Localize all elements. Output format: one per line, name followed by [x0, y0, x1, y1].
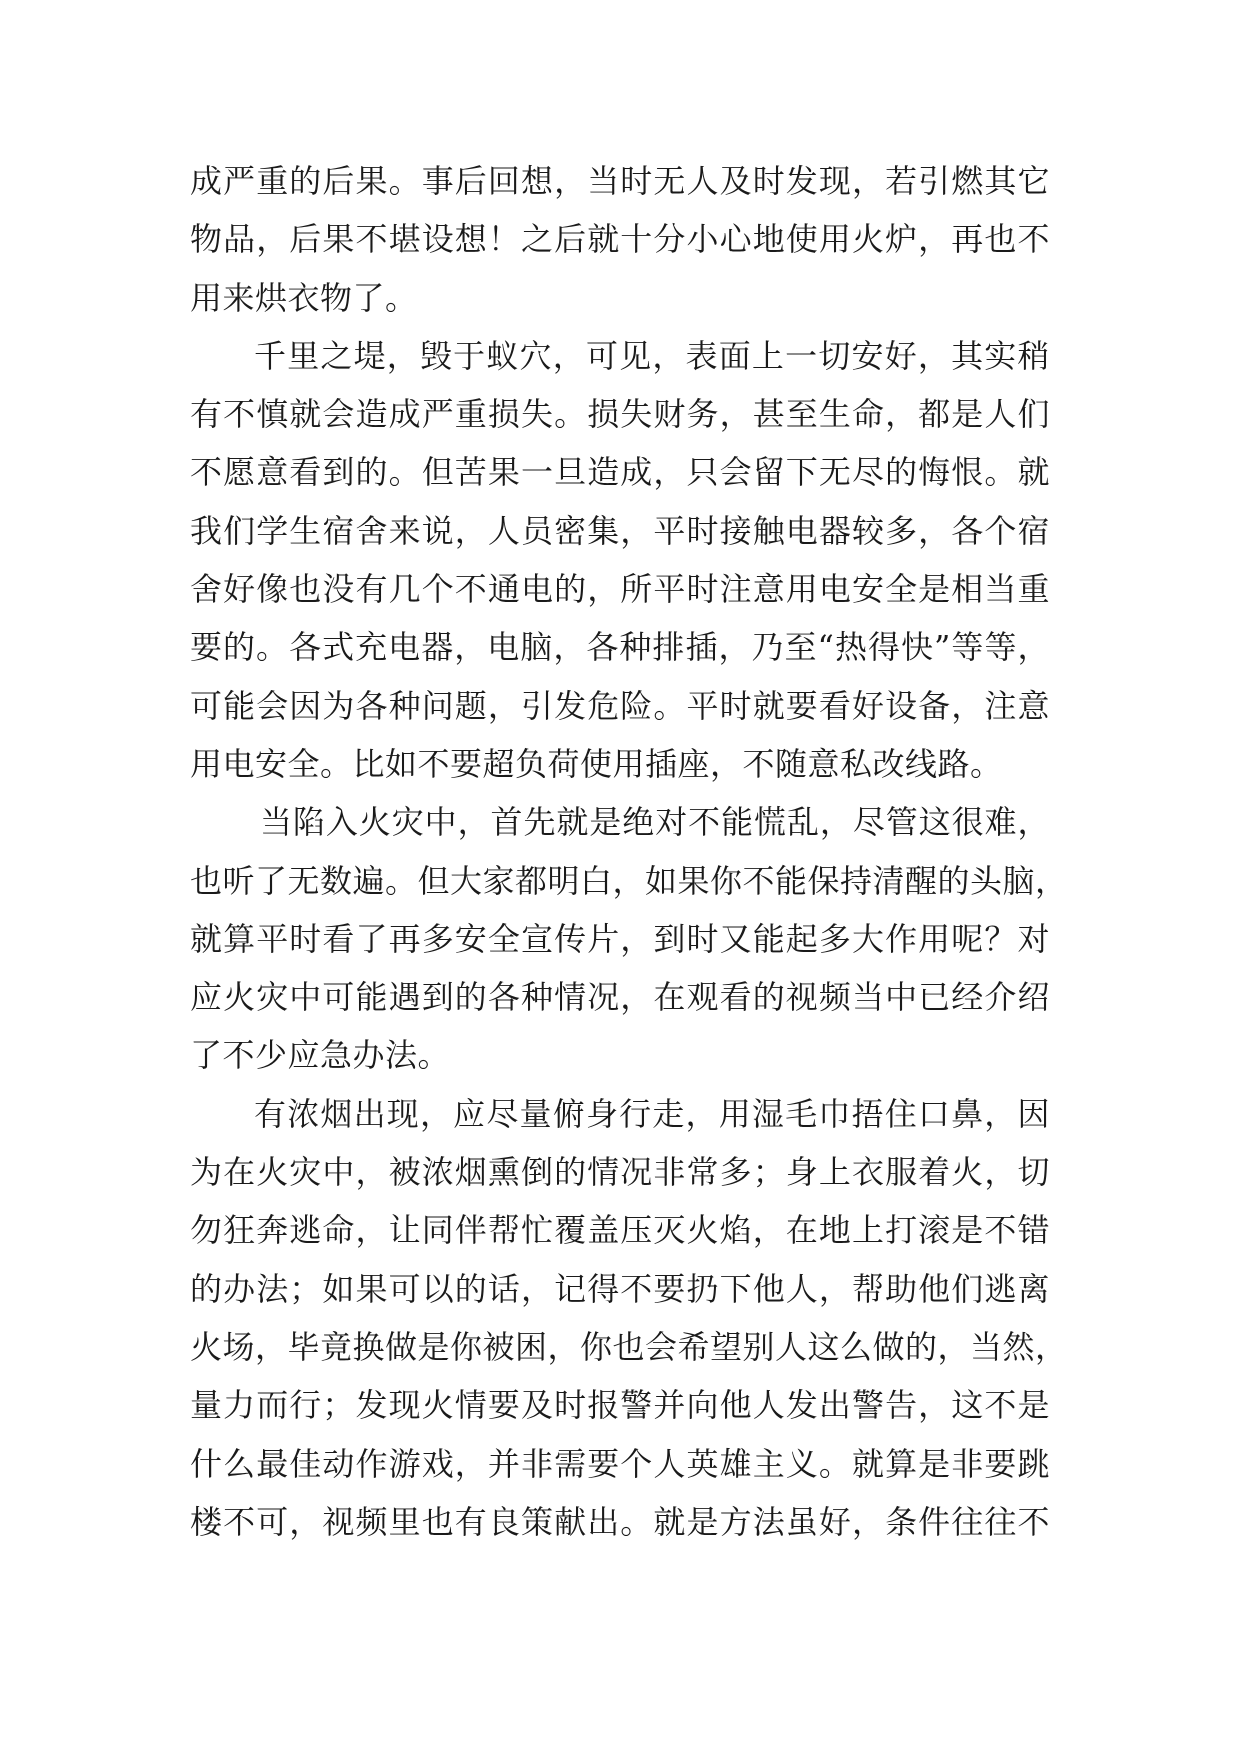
paragraph-4-line-6: 量力而行；发现火情要及时报警并向他人发出警告，这不是	[190, 1386, 1050, 1425]
paragraph-1-line-1: 成严重的后果。事后回想，当时无人及时发现，若引燃其它	[190, 162, 1050, 200]
paragraph-3-line-1: 当陷入火灾中，首先就是绝对不能慌乱，尽管这很难，	[260, 803, 1050, 842]
paragraph-4-line-1: 有浓烟出现，应尽量俯身行走，用湿毛巾捂住口鼻，因	[254, 1094, 1050, 1133]
paragraph-2-line-1: 千里之堤，毁于蚁穴，可见，表面上一切安好，其实稍	[254, 336, 1050, 375]
paragraph-2-line-5: 舍好像也没有几个不通电的，所平时注意用电安全是相当重	[190, 570, 1050, 609]
paragraph-4-line-8: 楼不可，视频里也有良策献出。就是方法虽好，条件往往不	[190, 1502, 1050, 1541]
paragraph-2-line-8: 用电安全。比如不要超负荷使用插座，不随意私改线路。	[190, 744, 1003, 783]
paragraph-4-line-7: 什么最佳动作游戏，并非需要个人英雄主义。就算是非要跳	[190, 1444, 1050, 1483]
paragraph-3-line-5: 了不少应急办法。	[190, 1036, 451, 1075]
paragraph-4-line-2: 为在火灾中，被浓烟熏倒的情况非常多；身上衣服着火，切	[190, 1153, 1050, 1192]
paragraph-1-line-2: 物品，后果不堪设想！之后就十分小心地使用火炉，再也不	[190, 220, 1050, 259]
paragraph-3-line-3: 就算平时看了再多安全宣传片，到时又能起多大作用呢？对	[190, 919, 1050, 958]
paragraph-2-line-3: 不愿意看到的。但苦果一旦造成，只会留下无尽的悔恨。就	[190, 453, 1050, 492]
paragraph-4-line-3: 勿狂奔逃命，让同伴帮忙覆盖压灭火焰，在地上打滚是不错	[190, 1211, 1050, 1250]
paragraph-1-line-3: 用来烘衣物了。	[190, 278, 418, 317]
paragraph-3-line-4: 应火灾中可能遇到的各种情况，在观看的视频当中已经介绍	[190, 978, 1050, 1017]
document-body	[190, 152, 1068, 1551]
paragraph-3-line-2: 也听了无数遍。但大家都明白，如果你不能保持清醒的头脑，	[190, 861, 1068, 900]
paragraph-4-line-5: 火场，毕竟换做是你被困，你也会希望别人这么做的，当然，	[190, 1327, 1068, 1366]
paragraph-2-line-6: 要的。各式充电器，电脑，各种排插，乃至“热得快”等等，	[190, 628, 1050, 667]
paragraph-4-line-4: 的办法；如果可以的话，记得不要扔下他人，帮助他们逃离	[190, 1269, 1050, 1308]
paragraph-2-line-7: 可能会因为各种问题，引发危险。平时就要看好设备，注意	[190, 686, 1050, 725]
paragraph-2-line-4: 我们学生宿舍来说，人员密集，平时接触电器较多，各个宿	[190, 511, 1050, 550]
paragraph-2-line-2: 有不慎就会造成严重损失。损失财务，甚至生命，都是人们	[190, 395, 1050, 434]
